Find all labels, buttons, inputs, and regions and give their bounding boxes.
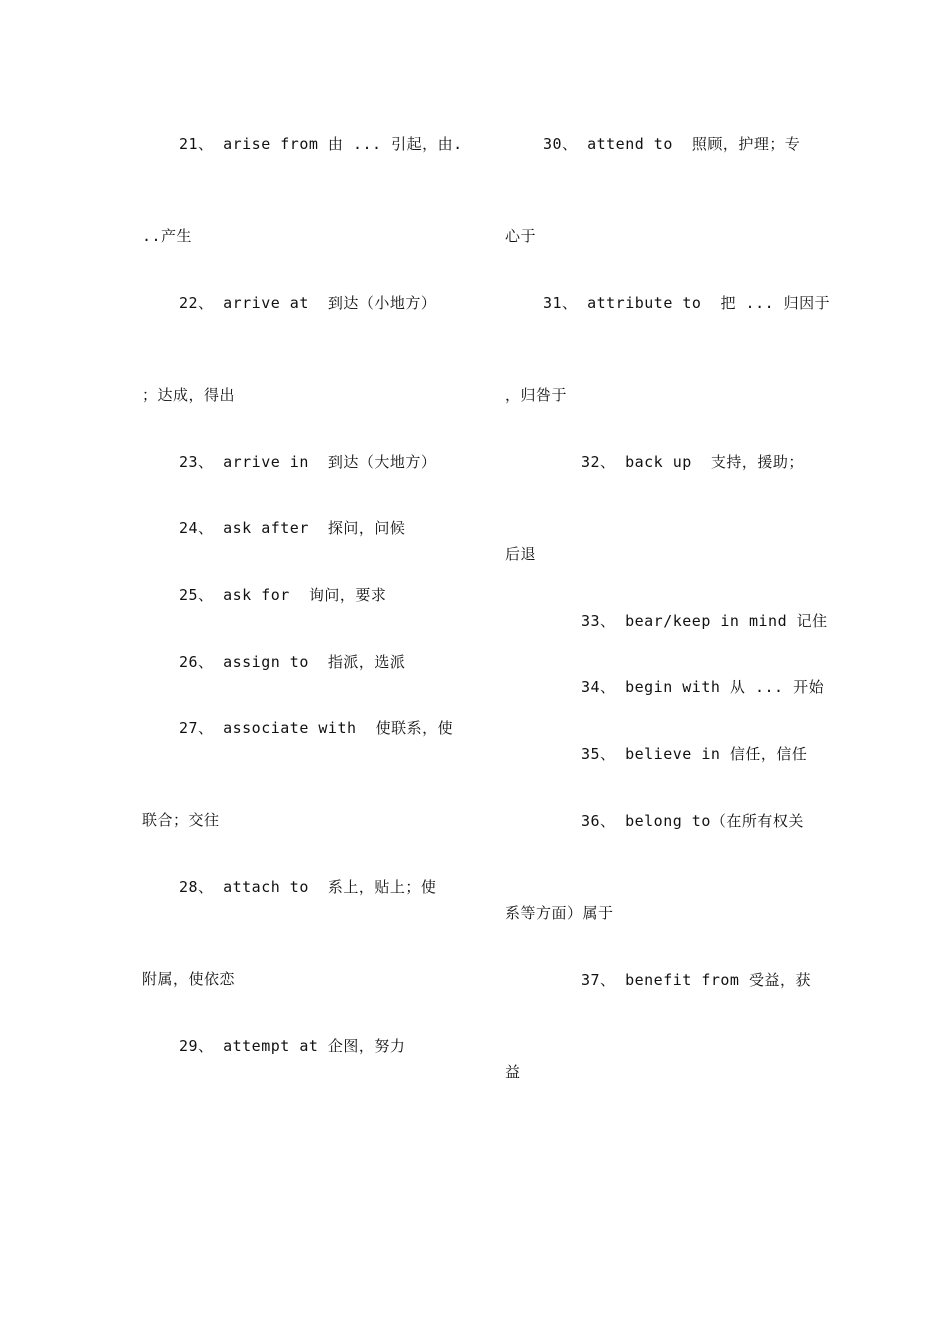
phrase-line-continuation: 心于 — [505, 227, 537, 245]
phrase-line: 22、 arrive at 到达（小地方） — [179, 294, 437, 312]
phrase-line-continuation: ，归咎于 — [505, 386, 568, 404]
phrase-line-continuation: 附属，使依恋 — [142, 970, 236, 988]
phrase-line: 27、 associate with 使联系，使 — [179, 719, 454, 737]
phrase-line: 25、 ask for 询问，要求 — [179, 586, 387, 604]
phrase-line: 31、 attribute to 把 ... 归因于 — [543, 294, 831, 312]
phrase-line: 35、 believe in 信任，信任 — [581, 745, 808, 763]
phrase-line: 33、 bear/keep in mind 记住 — [581, 612, 828, 630]
phrase-line: 26、 assign to 指派，选派 — [179, 653, 406, 671]
phrase-line: 32、 back up 支持，援助； — [581, 453, 804, 471]
phrase-line: 36、 belong to（在所有权关 — [581, 812, 804, 830]
phrase-line-continuation: ；达成，得出 — [142, 386, 236, 404]
phrase-line: 29、 attempt at 企图，努力 — [179, 1037, 406, 1055]
phrase-line: 37、 benefit from 受益，获 — [581, 971, 811, 989]
phrase-line-continuation: 益 — [505, 1063, 521, 1081]
phrase-line: 21、 arise from 由 ... 引起，由. — [179, 135, 463, 153]
phrase-line-continuation: 系等方面）属于 — [505, 904, 614, 922]
phrase-line-continuation: 后退 — [505, 545, 537, 563]
phrase-line: 24、 ask after 探问，问候 — [179, 519, 406, 537]
phrase-line-continuation: ..产生 — [142, 227, 193, 245]
phrase-line: 23、 arrive in 到达（大地方） — [179, 453, 437, 471]
phrase-line: 34、 begin with 从 ... 开始 — [581, 678, 825, 696]
phrase-line: 28、 attach to 系上，贴上；使 — [179, 878, 437, 896]
phrase-line: 30、 attend to 照顾，护理；专 — [543, 135, 801, 153]
phrase-line-continuation: 联合；交往 — [142, 811, 220, 829]
